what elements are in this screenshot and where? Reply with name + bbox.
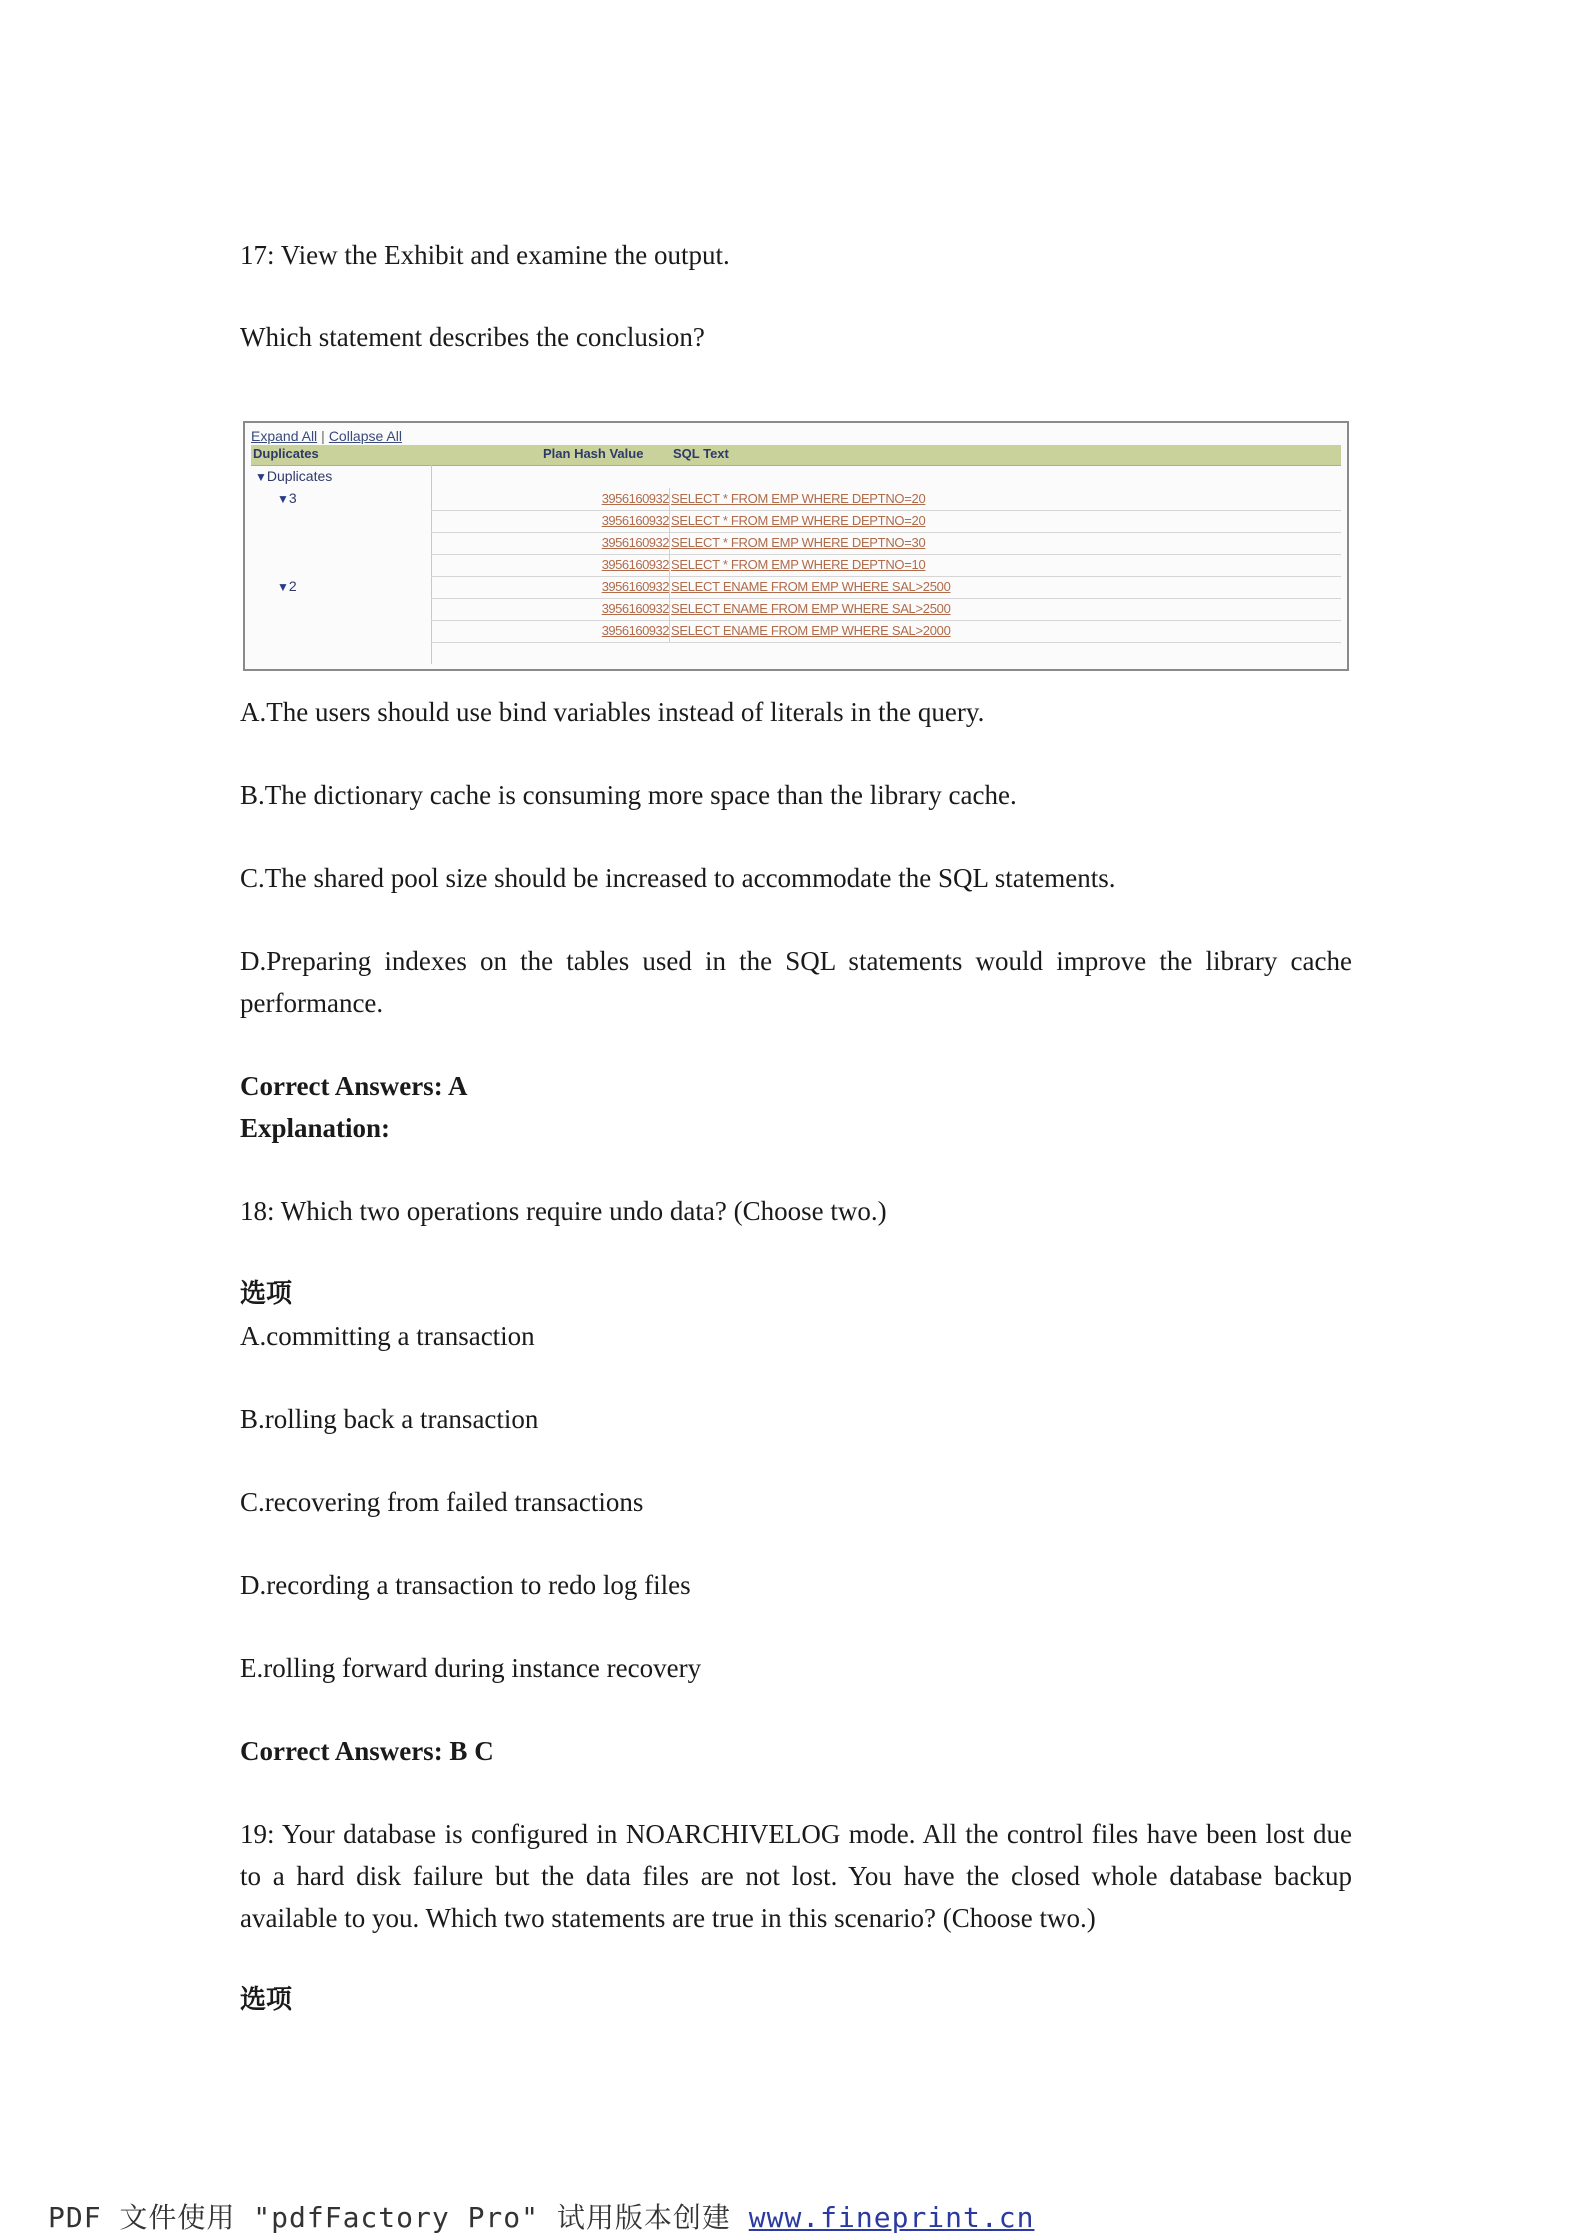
- q17-answer: Correct Answers: A: [240, 1071, 468, 1101]
- plan-hash-link[interactable]: 3956160932: [601, 601, 669, 616]
- q17-prompt: 17: View the Exhibit and examine the output.: [240, 240, 730, 270]
- header-duplicates[interactable]: Duplicates: [253, 446, 319, 461]
- plan-hash-link[interactable]: 3956160932: [601, 491, 669, 506]
- table-row: [431, 510, 1341, 533]
- q17-option-a: A.The users should use bind variables instead of literals in the query.: [240, 697, 985, 727]
- q18-option-d: D.recording a transaction to redo log files: [240, 1570, 691, 1600]
- table-row: [431, 576, 1341, 599]
- plan-hash-link[interactable]: 3956160932: [601, 557, 669, 572]
- expand-triangle-icon[interactable]: ▼: [277, 580, 289, 594]
- group-2[interactable]: ▼2: [277, 578, 297, 594]
- table-row: [431, 488, 1341, 511]
- sql-text-link[interactable]: SELECT * FROM EMP WHERE DEPTNO=20: [671, 491, 926, 506]
- q17-question: Which statement describes the conclusion?: [240, 322, 705, 352]
- table-row: [431, 532, 1341, 555]
- sql-text-link[interactable]: SELECT ENAME FROM EMP WHERE SAL>2000: [671, 623, 951, 638]
- fineprint-link[interactable]: www.fineprint.cn: [748, 2201, 1035, 2234]
- sql-text-link[interactable]: SELECT * FROM EMP WHERE DEPTNO=10: [671, 557, 926, 572]
- exhibit-body: [251, 466, 1341, 662]
- exhibit-toolbar: Expand All | Collapse All: [251, 428, 402, 444]
- expand-all-link[interactable]: Expand All: [251, 428, 318, 444]
- q18-option-a: A.committing a transaction: [240, 1321, 535, 1351]
- q18-option-e: E.rolling forward during instance recovery: [240, 1653, 702, 1683]
- q19-options-label: 选项: [240, 1985, 293, 2015]
- exhibit-duplicates-table: [243, 421, 1349, 671]
- footer-text: PDF 文件使用 "pdfFactory Pro" 试用版本创建: [48, 2201, 749, 2234]
- q18-answer: Correct Answers: B C: [240, 1736, 494, 1766]
- plan-hash-link[interactable]: 3956160932: [601, 535, 669, 550]
- sql-text-link[interactable]: SELECT ENAME FROM EMP WHERE SAL>2500: [671, 601, 951, 616]
- q17-explanation-label: Explanation:: [240, 1113, 391, 1143]
- expand-triangle-icon[interactable]: ▼: [255, 470, 267, 484]
- group-root[interactable]: ▼Duplicates: [255, 468, 333, 484]
- sql-text-link[interactable]: SELECT ENAME FROM EMP WHERE SAL>2500: [671, 579, 951, 594]
- table-row: [431, 554, 1341, 577]
- plan-hash-link[interactable]: 3956160932: [601, 513, 669, 528]
- collapse-all-link[interactable]: Collapse All: [328, 428, 402, 444]
- sql-text-link[interactable]: SELECT * FROM EMP WHERE DEPTNO=30: [671, 535, 926, 550]
- exhibit-header-row: [251, 445, 1341, 466]
- plan-hash-link[interactable]: 3956160932: [601, 579, 669, 594]
- header-sql-text[interactable]: SQL Text: [673, 446, 729, 461]
- sql-text-link[interactable]: SELECT * FROM EMP WHERE DEPTNO=20: [671, 513, 926, 528]
- table-row: [431, 598, 1341, 621]
- table-row: [431, 620, 1341, 643]
- q17-option-b: B.The dictionary cache is consuming more space than the library cache.: [240, 780, 1017, 810]
- plan-hash-link[interactable]: 3956160932: [601, 623, 669, 638]
- pdf-footer: [48, 2196, 1034, 2236]
- group-3[interactable]: ▼3: [277, 490, 297, 506]
- q18-prompt: 18: Which two operations require undo data? (Choose two.): [240, 1196, 887, 1226]
- expand-triangle-icon[interactable]: ▼: [277, 492, 289, 506]
- q19-prompt: 19: Your database is configured in NOARCHIVELOG mode. All the control files have been lost due to a hard disk failure but the data files are not lost. You have the closed whole database backup available to you. Which two statements are true in this scenario? (Choose two.): [240, 1819, 1352, 1933]
- q18-option-b: B.rolling back a transaction: [240, 1404, 539, 1434]
- header-plan-hash-value[interactable]: Plan Hash Value: [543, 446, 644, 461]
- q18-options-label: 选项: [240, 1279, 293, 1309]
- q17-option-c: C.The shared pool size should be increased to accommodate the SQL statements.: [240, 863, 1116, 893]
- q17-option-d: D.Preparing indexes on the tables used in the SQL statements would improve the library cache performance.: [240, 946, 1352, 1018]
- q18-option-c: C.recovering from failed transactions: [240, 1487, 644, 1517]
